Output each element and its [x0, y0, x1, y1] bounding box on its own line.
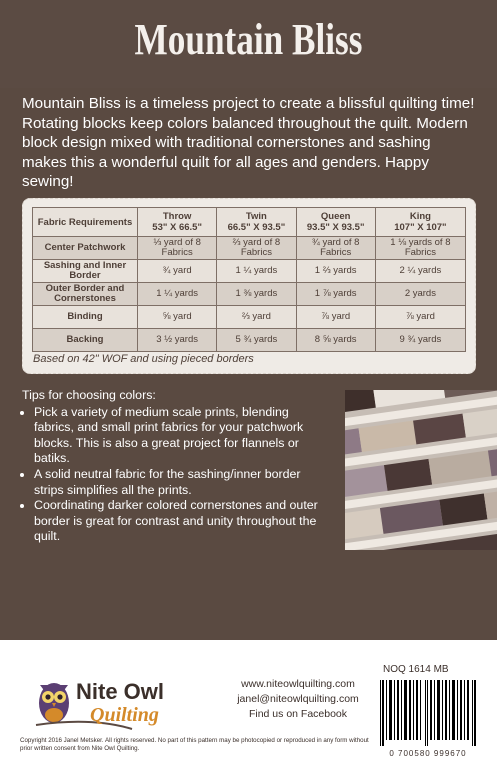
barcode-number: 0 700580 999670: [389, 749, 467, 758]
brand-name: Nite Owl: [76, 679, 165, 704]
tips-list: [22, 405, 322, 545]
table-cell: ⅞ yard: [375, 306, 465, 329]
list-item: • Pick a variety of medium scale prints, blending fabrics, and small print fabrics for your patchwork blocks. This is also a great project for flannels or batiks.: [34, 405, 322, 467]
table-cell: ⅝ yard: [138, 306, 217, 329]
row-label: Sashing and Inner Border: [33, 260, 138, 283]
quilt-photo: [345, 390, 497, 550]
table-header-cell: Fabric Requirements: [33, 208, 138, 237]
tips-heading: Tips for choosing colors:: [22, 388, 156, 402]
table-footnote: Based on 42" WOF and using pieced borders: [33, 353, 254, 365]
website-link[interactable]: www.niteowlquilting.com: [241, 678, 355, 690]
table-header-cell: Twin 66.5" X 93.5": [217, 208, 296, 237]
quilt-photo-illustration: [345, 390, 497, 550]
nite-owl-logo: [32, 665, 200, 737]
table-cell: 3 ½ yards: [138, 329, 217, 352]
table-cell: 1 ⅜ yards: [217, 283, 296, 306]
row-label: Backing: [33, 329, 138, 352]
fabric-requirements-table: [32, 207, 466, 352]
table-cell: 8 ⅝ yards: [296, 329, 375, 352]
table-cell: 2 ¼ yards: [375, 260, 465, 283]
table-header-row: [33, 208, 466, 237]
row-label: Outer Border and Cornerstones: [33, 283, 138, 306]
table-cell: ⅞ yard: [296, 306, 375, 329]
table-row: [33, 329, 466, 352]
row-label: Center Patchwork: [33, 237, 138, 260]
page-title: Mountain Bliss: [134, 15, 363, 64]
table-cell: 1 ⅞ yards: [296, 283, 375, 306]
intro-paragraph: Mountain Bliss is a timeless project to create a blissful quilting time! Rotating blocks keep colors balanced throughout the quilt. Modern block design mixed with traditional cornerstones and sashing makes this a wonderful quilt for all ages and genders. Happy sewing!: [22, 95, 475, 191]
table-cell: 1 ¼ yards: [217, 260, 296, 283]
table-header-cell: Queen 93.5" X 93.5": [296, 208, 375, 237]
table-cell: 5 ¾ yards: [217, 329, 296, 352]
table-cell: ¾ yard: [138, 260, 217, 283]
table-cell: 1 ⅔ yards: [296, 260, 375, 283]
facebook-link[interactable]: Find us on Facebook: [248, 708, 348, 720]
row-label: Binding: [33, 306, 138, 329]
table-row: [33, 283, 466, 306]
brand-tagline: Quilting: [90, 704, 159, 726]
table-row: [33, 260, 466, 283]
copyright-notice: Copyright 2016 Janel Metsker. All rights reserved. No part of this pattern may be photocopied or reproduced in any form without prior written consent from Nite Owl Quilting.: [20, 737, 369, 752]
list-item: • A solid neutral fabric for the sashing/inner border strips simplifies all the prints.: [34, 467, 322, 498]
product-code: NOQ 1614 MB: [383, 664, 449, 675]
table-cell: 1 ¼ yards: [138, 283, 217, 306]
list-item: • Coordinating darker colored cornerstones and outer border is great for contrast and unity throughout the quilt.: [34, 498, 322, 545]
table-cell: 2 yards: [375, 283, 465, 306]
table-row: [33, 237, 466, 260]
table-cell: 9 ¾ yards: [375, 329, 465, 352]
table-row: [33, 306, 466, 329]
table-cell: ¾ yard of 8 Fabrics: [296, 237, 375, 260]
table-header-cell: King 107" X 107": [375, 208, 465, 237]
table-cell: 1 ⅛ yards of 8 Fabrics: [375, 237, 465, 260]
table-header-cell: Throw 53" X 66.5": [138, 208, 217, 237]
contact-info: [218, 677, 378, 722]
footer: [0, 640, 497, 768]
email-link[interactable]: janel@niteowlquilting.com: [237, 693, 359, 705]
barcode-icon: [376, 678, 480, 748]
table-cell: ⅔ yard: [217, 306, 296, 329]
table-cell: ⅔ yard of 8 Fabrics: [217, 237, 296, 260]
fabric-requirements-panel: [22, 198, 476, 374]
color-tips: [22, 388, 322, 545]
owl-icon: [32, 665, 200, 737]
table-cell: ⅓ yard of 8 Fabrics: [138, 237, 217, 260]
